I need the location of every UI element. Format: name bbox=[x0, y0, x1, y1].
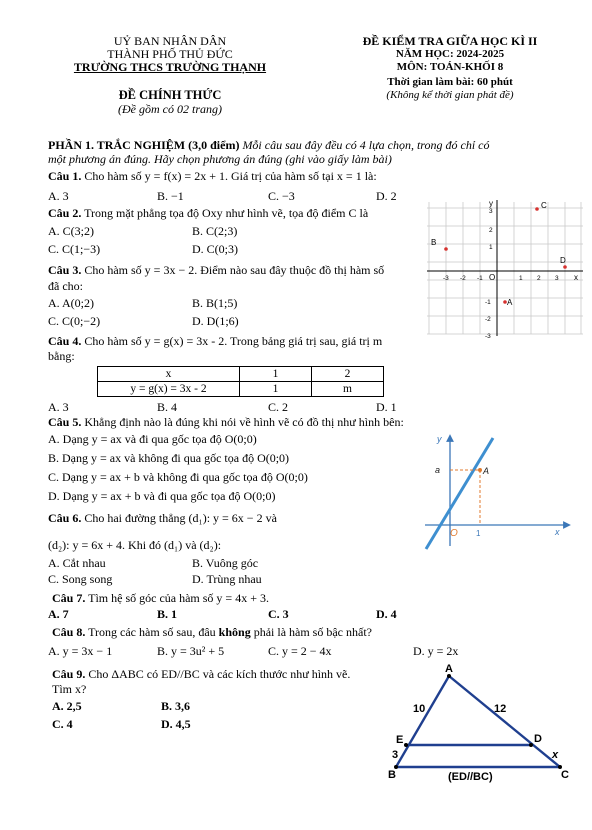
q9-stem-line2: Tìm x? bbox=[52, 682, 87, 696]
q1-option-d: D. 2 bbox=[376, 189, 397, 203]
q7-label: Câu 7. bbox=[52, 591, 86, 605]
q1-stem bbox=[48, 169, 377, 184]
q4-option-b: B. 4 bbox=[157, 400, 178, 414]
q9-stem bbox=[52, 667, 350, 682]
exam-time: Thời gian làm bài: 60 phút bbox=[387, 76, 513, 88]
vertex-c-label: C bbox=[561, 769, 569, 781]
point-d-label: D bbox=[560, 256, 566, 265]
table-cell: 1 bbox=[240, 367, 312, 382]
point-a bbox=[478, 468, 482, 472]
q1-text: Cho hàm số y = f(x) = 2x + 1. Giá trị của hàm số tại x = 1 là: bbox=[81, 169, 377, 183]
q7-option-a: A. 7 bbox=[48, 607, 69, 621]
q4-value-table bbox=[97, 366, 384, 397]
q8-option-b: B. y = 3u² + 5 bbox=[157, 644, 225, 658]
origin-label: O bbox=[489, 273, 496, 282]
q7-option-c: C. 3 bbox=[268, 607, 289, 621]
q9-text: Cho ΔABC có ED//BC và các kích thước như hình vẽ. bbox=[85, 667, 351, 681]
part1-line1 bbox=[48, 138, 490, 153]
q8-option-a: A. y = 3x − 1 bbox=[48, 644, 113, 658]
x-tick-labels bbox=[443, 275, 559, 282]
q8-text-c: phải là hàm số bậc nhất? bbox=[250, 625, 372, 639]
q5-option-b: B. Dạng y = ax và không đi qua gốc tọa độ O(0;0) bbox=[48, 451, 290, 465]
q8-label: Câu 8. bbox=[52, 625, 86, 639]
page-count-note: (Đề gồm có 02 trang) bbox=[118, 102, 222, 116]
q6-stem bbox=[48, 511, 277, 526]
q7-text: Tìm hệ số góc của hàm số y = 4x + 3. bbox=[85, 591, 269, 605]
q8-text-a: Trong các hàm số sau, đâu bbox=[85, 625, 219, 639]
q3-option-c: C. C(0;−2) bbox=[48, 314, 101, 328]
q5-line-figure bbox=[423, 430, 575, 550]
q3-option-d: D. D(1;6) bbox=[192, 314, 239, 328]
origin-label: O bbox=[450, 528, 458, 539]
q5-label: Câu 5. bbox=[48, 415, 82, 429]
q6-text: Cho hai đường thẳng (d₁): y = 6x − 2 và bbox=[81, 511, 277, 525]
x-tick: -3 bbox=[443, 275, 449, 282]
point-a-label: A bbox=[507, 298, 513, 307]
length-eb: 3 bbox=[392, 749, 399, 761]
x-tick: 2 bbox=[537, 275, 541, 282]
q3-label: Câu 3. bbox=[48, 263, 82, 277]
x-axis-label: x bbox=[574, 273, 578, 282]
point-b-label: B bbox=[431, 238, 437, 247]
q8-option-c: C. y = 2 − 4x bbox=[268, 644, 332, 658]
y-axis-label: y bbox=[437, 434, 442, 444]
function-line bbox=[426, 438, 493, 549]
vertex-e-label: E bbox=[396, 734, 404, 746]
q6-option-d: D. Trùng nhau bbox=[192, 572, 262, 586]
grid-lines bbox=[427, 202, 583, 334]
vertices bbox=[394, 674, 562, 769]
q4-stem-line2: bằng: bbox=[48, 349, 75, 363]
y-tick: -3 bbox=[485, 333, 491, 340]
part1-intro2: một phương án đúng. Hãy chọn phương án đúng (ghi vào giấy làm bài) bbox=[48, 152, 392, 166]
q4-option-d: D. 1 bbox=[376, 400, 397, 414]
q5-option-a: A. Dạng y = ax và đi qua gốc tọa độ O(0;0) bbox=[48, 432, 257, 446]
y-axis-label: y bbox=[489, 199, 493, 208]
subject: MÔN: TOÁN-KHỐI 8 bbox=[396, 61, 504, 73]
q2-label: Câu 2. bbox=[48, 206, 82, 220]
q2-option-a: A. C(3;2) bbox=[48, 224, 94, 238]
q1-option-c: C. −3 bbox=[268, 189, 295, 203]
table-cell: 2 bbox=[312, 367, 384, 382]
point-c-label: C bbox=[541, 201, 547, 210]
q9-label: Câu 9. bbox=[52, 667, 86, 681]
x-tick: -2 bbox=[460, 275, 466, 282]
time-note: (Không kể thời gian phát đề) bbox=[386, 89, 514, 101]
table-cell: y = g(x) = 3x - 2 bbox=[98, 382, 240, 397]
q2-coordinate-figure bbox=[423, 196, 585, 340]
triangle-labels bbox=[388, 663, 569, 781]
point-c bbox=[535, 207, 539, 211]
x-tick: -1 bbox=[477, 275, 483, 282]
q1-option-b: B. −1 bbox=[157, 189, 184, 203]
y-tick: 3 bbox=[489, 208, 493, 215]
q9-option-b: B. 3,6 bbox=[161, 699, 191, 713]
x-axis-label: x bbox=[555, 527, 560, 537]
table-cell: m bbox=[312, 382, 384, 397]
q5-text: Khẳng định nào là đúng khi nói về hình vẽ có đồ thị như hình bên: bbox=[81, 415, 404, 429]
tick-1: 1 bbox=[476, 529, 481, 538]
point-b bbox=[444, 247, 448, 251]
table-cell: 1 bbox=[240, 382, 312, 397]
school-year: NĂM HỌC: 2024-2025 bbox=[395, 48, 505, 60]
q4-option-c: C. 2 bbox=[268, 400, 289, 414]
q3-option-a: A. A(0;2) bbox=[48, 296, 94, 310]
q1-label: Câu 1. bbox=[48, 169, 82, 183]
vertex-d-label: D bbox=[534, 733, 542, 745]
a-label: a bbox=[435, 465, 441, 475]
q7-stem bbox=[52, 591, 269, 606]
q8-text-b: không bbox=[218, 625, 251, 639]
vertex-b-label: B bbox=[388, 769, 396, 781]
q9-triangle-figure bbox=[384, 660, 584, 790]
point-d bbox=[563, 265, 567, 269]
q9-option-a: A. 2,5 bbox=[52, 699, 82, 713]
q2-text: Trong mặt phẳng tọa độ Oxy như hình vẽ, tọa độ điểm C là bbox=[81, 206, 369, 220]
q6-option-a: A. Cắt nhau bbox=[48, 556, 106, 570]
triangle-edges bbox=[396, 676, 560, 767]
q6-option-b: B. Vuông góc bbox=[192, 556, 259, 570]
length-ae: 10 bbox=[413, 703, 426, 715]
table-cell: x bbox=[98, 367, 240, 382]
q5-stem bbox=[48, 415, 404, 430]
q3-stem-line2: đã cho: bbox=[48, 279, 83, 293]
vertex-a-label: A bbox=[445, 663, 453, 675]
q2-option-c: C. C(1;−3) bbox=[48, 242, 101, 256]
q8-stem bbox=[52, 625, 372, 640]
part1-intro1: Mỗi câu sau đây đều có 4 lựa chọn, trong đó chỉ có bbox=[239, 138, 490, 152]
q3-text: Cho hàm số y = 3x − 2. Điểm nào sau đây thuộc đồ thị hàm số bbox=[81, 263, 385, 277]
q3-stem bbox=[48, 263, 384, 278]
q5-option-c: C. Dạng y = ax + b và không đi qua gốc tọa độ O(0;0) bbox=[48, 470, 308, 484]
parallel-caption: (ED//BC) bbox=[448, 771, 493, 783]
q2-option-b: B. C(2;3) bbox=[192, 224, 238, 238]
header-left-line2: THÀNH PHỐ THỦ ĐỨC bbox=[107, 47, 233, 61]
q4-stem bbox=[48, 334, 382, 349]
q3-option-b: B. B(1;5) bbox=[192, 296, 238, 310]
part1-title: PHẦN 1. TRẮC NGHIỆM (3,0 điểm) bbox=[48, 138, 240, 152]
header-left-line1: UỶ BAN NHÂN DÂN bbox=[113, 34, 227, 48]
q4-label: Câu 4. bbox=[48, 334, 82, 348]
q1-option-a: A. 3 bbox=[48, 189, 69, 203]
q5-option-d: D. Dạng y = ax + b và đi qua gốc tọa độ O(0;0) bbox=[48, 489, 276, 503]
x-tick: 1 bbox=[519, 275, 523, 282]
q2-stem bbox=[48, 206, 368, 221]
q9-option-d: D. 4,5 bbox=[161, 717, 191, 731]
point-a-label: A bbox=[483, 466, 490, 476]
q7-option-b: B. 1 bbox=[157, 607, 178, 621]
length-dc: x bbox=[552, 749, 559, 761]
table-row bbox=[98, 382, 384, 397]
y-tick: 2 bbox=[489, 227, 493, 234]
q4-option-a: A. 3 bbox=[48, 400, 69, 414]
y-tick: -1 bbox=[485, 299, 491, 306]
q6-stem-line2: (d₂): y = 6x + 4. Khi đó (d₁) và (d₂): bbox=[48, 538, 222, 552]
table-row bbox=[98, 367, 384, 382]
official-label: ĐỀ CHÍNH THỨC bbox=[118, 88, 222, 102]
q6-label: Câu 6. bbox=[48, 511, 82, 525]
q9-option-c: C. 4 bbox=[52, 717, 73, 731]
exam-title: ĐỀ KIỂM TRA GIỮA HỌC KÌ II bbox=[362, 34, 538, 48]
school-name: TRƯỜNG THCS TRƯỜNG THẠNH bbox=[73, 60, 267, 74]
q2-option-d: D. C(0;3) bbox=[192, 242, 238, 256]
q6-option-c: C. Song song bbox=[48, 572, 113, 586]
q8-option-d: D. y = 2x bbox=[413, 644, 459, 658]
x-tick: 3 bbox=[555, 275, 559, 282]
y-tick: 1 bbox=[489, 244, 493, 251]
y-tick: -2 bbox=[485, 316, 491, 323]
length-ad: 12 bbox=[494, 703, 507, 715]
q4-text: Cho hàm số y = g(x) = 3x - 2. Trong bảng giá trị sau, giá trị m bbox=[81, 334, 383, 348]
q7-option-d: D. 4 bbox=[376, 607, 397, 621]
